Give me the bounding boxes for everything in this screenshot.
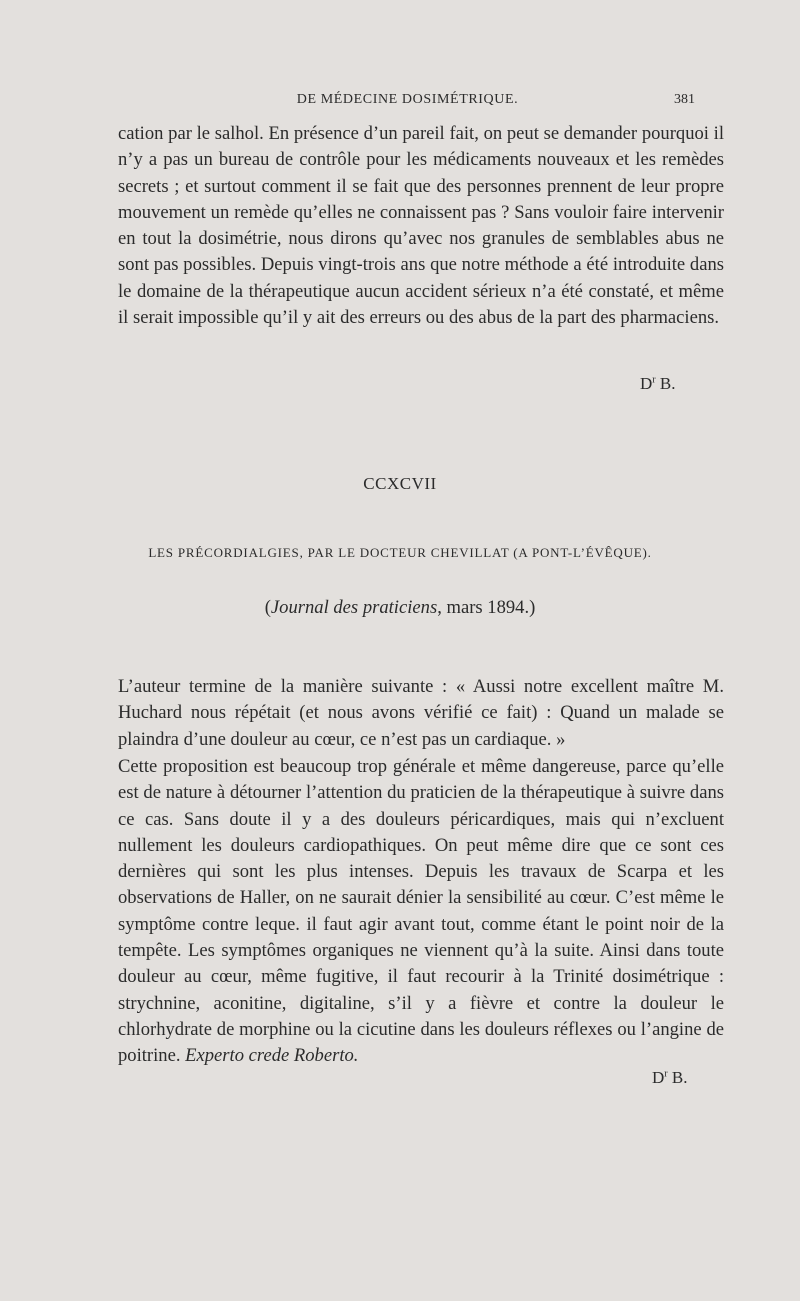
journal-name: Journal des praticiens [270,597,438,618]
article-title: LES PRÉCORDIALGIES, PAR LE DOCTEUR CHEVILLAT (A PONT-L’ÉVÊQUE). [148,545,652,560]
signature-name: B. [655,374,676,393]
signature-name: B. [667,1068,688,1087]
commentary-text: Cette proposition est beaucoup trop générale et même dangereuse, parce qu’elle est de nature à détourner l’attention du praticien de la thérapeutique à suivre dans ce cas. Sans doute il y a des douleurs péricardiques, mais qui n’excluent nullement les douleurs cardiopathiques. On peut même dire que ce sont ces dernières qui sont les plus intenses. Depuis les travaux de Scarpa et les observations de Haller, on ne saurait dénier la sensibilité au cœur. C’est même le symptôme contre leque. il faut agir avant tout, comme étant le point noir de la tempête. Les symptômes organiques ne viennent qu’à la suite. Ainsi dans toute douleur au cœur, même fugitive, il faut recourir à la Trinité dosimétrique : strychnine, aconitine, digitaline, s’il y a fièvre et contre la douleur le chlorhydrate de morphine ou la cicutine dans les douleurs réflexes ou l’angine de poitrine. [118,756,724,1067]
signature-superscript: r [652,374,656,386]
signature-prefix: D [640,374,653,393]
running-head [120,92,695,112]
source-date: , mars 1894.) [437,597,536,618]
page-number: 381 [674,92,695,107]
signature-final [652,1068,687,1088]
signature-prefix: D [652,1068,665,1087]
latin-phrase: Experto crede Roberto. [185,1045,359,1067]
source-open: ( [264,597,271,618]
running-title: DE MÉDECINE DOSIMÉTRIQUE. [296,92,519,107]
paragraph-continuation: cation par le salhol. En présence d’un pareil fait, on peut se demander pourquoi il n’y a pas un bureau de contrôle pour les médicaments nouveaux et les remèdes secrets ; et surtout comment il se fait que des personnes prennent de leur propre mouvement un remède qu’elles ne connaissent pas ? Sans vouloir faire intervenir en tout la dosimétrie, nous dirons qu’avec nos granules de semblables abus ne sont pas possibles. Depuis vingt-trois ans que notre méthode a été introduite dans le domaine de la thérapeutique aucun accident sérieux n’a été constaté, et même il serait impossible qu’il y ait des erreurs ou des abus de la part des pharmaciens. [118,123,724,329]
signature [640,374,675,394]
signature-superscript: r [664,1068,668,1080]
paragraph-quote: L’auteur termine de la manière suivante : « Aussi notre excellent maître M. Huchard nous répétait (et nous avons vérifié ce fait) : Quand un malade se plaindra d’une douleur au cœur, ce n’est pas un cardiaque. » [118,676,724,750]
section-number: CCXCVII [363,474,437,493]
source-citation [0,597,800,619]
paragraph-commentary [118,754,724,1070]
